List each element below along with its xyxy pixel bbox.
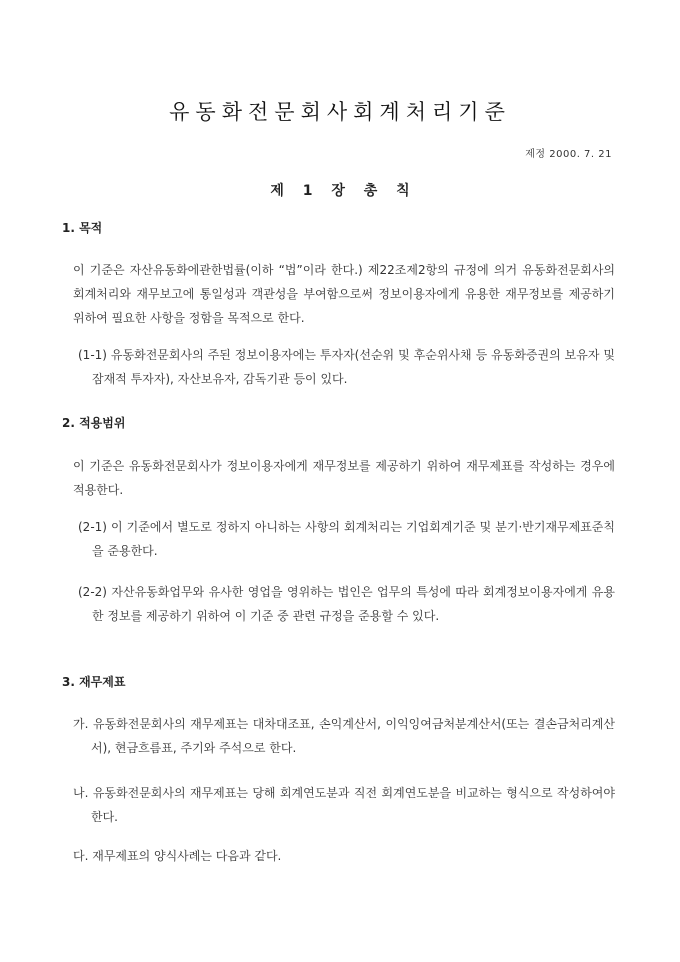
sub-clause-1-1: (1-1) 유동화전문회사의 주된 정보이용자에는 투자자(선순위 및 후순위사채 등 유동화증권의 보유자 및 잠재적 투자자), 자산보유자, 감독기관 등이 있다. — [78, 348, 615, 386]
document-title: 유동화전문회사회계처리기준 — [169, 100, 511, 124]
sub-clause-2-2: (2-2) 자산유동화업무와 유사한 영업을 영위하는 법인은 업무의 특성에 따라 회계정보이용자에게 유용한 정보를 제공하기 위하여 이 기준 중 관련 규정을 준용할 수 있다. — [78, 585, 615, 623]
sub-clause-2-1: (2-1) 이 기준에서 별도로 정하지 아니하는 사항의 회계처리는 기업회계기준 및 분기·반기재무제표준칙을 준용한다. — [78, 520, 615, 558]
list-item-na: 나. 유동화전문회사의 재무제표는 당해 회계연도분과 직전 회계연도분을 비교하는 형식으로 작성하여야 한다. — [73, 786, 615, 824]
enactment-date: 제정 2000. 7. 21 — [525, 149, 612, 160]
chapter-heading: 제 1 장 총 칙 — [270, 183, 410, 199]
section-heading-purpose: 1. 목적 — [62, 221, 103, 235]
section-paragraph-purpose: 이 기준은 자산유동화에관한법률(이하 “법”이라 한다.) 제22조제2항의 규정에 의거 유동화전문회사의 회계처리와 재무보고에 통일성과 객관성을 부여함으로써 정보이용자에게 유용한 재무정보를 제공하기 위하여 필요한 사항을 정함을 목적으로 한다. — [73, 263, 615, 325]
list-item-da: 다. 재무제표의 양식사례는 다음과 같다. — [73, 849, 282, 863]
section-paragraph-scope: 이 기준은 유동화전문회사가 정보이용자에게 재무정보를 제공하기 위하여 재무제표를 작성하는 경우에 적용한다. — [73, 459, 615, 497]
section-heading-financial-statements: 3. 재무제표 — [62, 675, 126, 689]
list-item-ga: 가. 유동화전문회사의 재무제표는 대차대조표, 손익계산서, 이익잉여금처분계산서(또는 결손금처리계산서), 현금흐름표, 주기와 주석으로 한다. — [73, 717, 615, 755]
section-heading-scope: 2. 적용범위 — [62, 416, 126, 430]
